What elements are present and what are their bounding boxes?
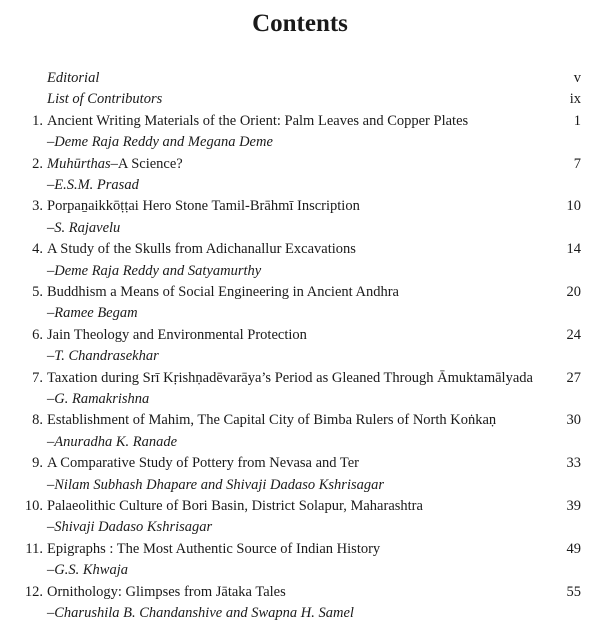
- entry-author: –Nilam Subhash Dhapare and Shivaji Dadaso Kshrisagar: [47, 476, 385, 493]
- entry-number: 4.: [32, 241, 43, 258]
- front-matter-label: Editorial: [47, 70, 100, 86]
- entry-title-italic: Muhūrthas: [47, 155, 111, 172]
- entry-author: –S. Rajavelu: [47, 219, 121, 236]
- toc-entry: [0, 239, 600, 260]
- entry-number: 7.: [32, 369, 43, 386]
- page-number: 39: [566, 498, 581, 514]
- toc-author: [0, 389, 600, 410]
- page-number: 10: [566, 198, 581, 215]
- front-matter-row: [0, 89, 600, 110]
- toc-author: [0, 475, 600, 496]
- entry-title-text: Palaeolithic Culture of Bori Basin, District Solapur, Maharashtra: [47, 498, 423, 514]
- toc-entry: [0, 410, 600, 431]
- entry-author: –Deme Raja Reddy and Satyamurthy: [47, 262, 262, 279]
- entry-number: 5.: [32, 284, 43, 300]
- page-number: 49: [566, 540, 581, 557]
- page-number: 27: [566, 369, 581, 386]
- entry-author: –G.S. Khwaja: [47, 562, 128, 579]
- page-number: 7: [573, 155, 581, 172]
- entry-number: 3.: [32, 198, 43, 215]
- entry-title-text: Buddhism a Means of Social Engineering in Ancient Andhra: [47, 284, 399, 300]
- entry-title-text: Establishment of Mahim, The Capital City of Bimba Rulers of North Koṅkaṇ: [47, 412, 497, 429]
- toc-author: [0, 346, 600, 367]
- entry-title-text: Ornithology: Glimpses from Jātaka Tales: [47, 583, 286, 600]
- entry-title-text: Ancient Writing Materials of the Orient: Palm Leaves and Copper Plates: [47, 112, 469, 129]
- entry-title-text: –A Science?: [110, 155, 183, 172]
- front-matter-label: List of Contributors: [47, 91, 163, 108]
- page-number: 14: [566, 241, 581, 258]
- toc-entry: [0, 111, 600, 132]
- entry-author: –Anuradha K. Ranade: [47, 433, 178, 450]
- toc-author: [0, 175, 600, 196]
- toc-entry: [0, 368, 600, 389]
- entry-title: [47, 582, 286, 603]
- entry-author: –Charushila B. Chandanshive and Swapna H. Samel: [47, 605, 354, 621]
- entry-title-text: A Comparative Study of Pottery from Nevasa and Ter: [47, 455, 360, 472]
- entry-author: –T. Chandrasekhar: [47, 348, 159, 365]
- entry-title: [47, 325, 307, 346]
- entry-author: –Shivaji Dadaso Kshrisagar: [47, 519, 213, 536]
- entry-title-text: Porpaṉaikkōṭṭai Hero Stone Tamil-Brāhmī Inscription: [47, 198, 360, 215]
- entry-title-text: Jain Theology and Environmental Protection: [47, 326, 307, 343]
- entry-title: [47, 282, 399, 303]
- entry-number: 9.: [32, 455, 43, 472]
- toc-entry: [0, 196, 600, 217]
- entry-title: [47, 154, 183, 175]
- entry-title-text: A Study of the Skulls from Adichanallur Excavations: [47, 241, 356, 258]
- toc-entry: [0, 282, 600, 303]
- entry-title: [47, 196, 360, 217]
- page-number: 24: [566, 326, 581, 343]
- entry-author: –Deme Raja Reddy and Megana Deme: [47, 134, 273, 151]
- toc-entry: [0, 582, 600, 603]
- entry-title: [47, 410, 496, 431]
- entry-title-text: Epigraphs : The Most Authentic Source of Indian History: [47, 540, 381, 557]
- toc-author: [0, 132, 600, 153]
- entry-title: [47, 496, 423, 517]
- entry-title: [47, 239, 356, 260]
- page-number: 30: [566, 412, 581, 429]
- page-number: 20: [566, 284, 581, 300]
- page-title: Contents: [252, 10, 348, 37]
- page-number: ix: [569, 91, 581, 108]
- toc-author: [0, 218, 600, 239]
- page-number: v: [573, 70, 581, 86]
- entry-title: [47, 368, 533, 389]
- toc-entry: [0, 154, 600, 175]
- entry-number: 1.: [32, 112, 43, 129]
- page-number: 33: [566, 455, 581, 472]
- toc-entry: [0, 325, 600, 346]
- toc-entry: [0, 453, 600, 474]
- front-matter-row: [0, 68, 600, 89]
- toc-author: [0, 261, 600, 282]
- entry-author: –G. Ramakrishna: [47, 391, 150, 407]
- toc-author: [0, 303, 600, 324]
- entry-number: 11.: [25, 540, 43, 557]
- toc-author: [0, 432, 600, 453]
- toc-author: [0, 560, 600, 581]
- toc-entry: [0, 496, 600, 517]
- entry-title: [47, 453, 359, 474]
- entry-number: 8.: [32, 412, 43, 429]
- page-number: 55: [566, 583, 581, 600]
- entry-author: –Ramee Begam: [47, 305, 138, 322]
- toc-author: [0, 517, 600, 538]
- entry-number: 12.: [24, 583, 43, 600]
- page-number: 1: [573, 112, 581, 129]
- entry-number: 2.: [32, 155, 43, 172]
- entry-title: [47, 539, 380, 560]
- entry-number: 10.: [24, 498, 43, 514]
- entry-author: –E.S.M. Prasad: [47, 177, 139, 193]
- entry-title-text: Taxation during Srī Kṛishṇadēvarāya’s Period as Gleaned Through Āmuktamālyada: [47, 369, 533, 386]
- toc-entry: [0, 539, 600, 560]
- toc-author: [0, 603, 600, 624]
- entry-number: 6.: [32, 326, 43, 343]
- entry-title: [47, 111, 468, 132]
